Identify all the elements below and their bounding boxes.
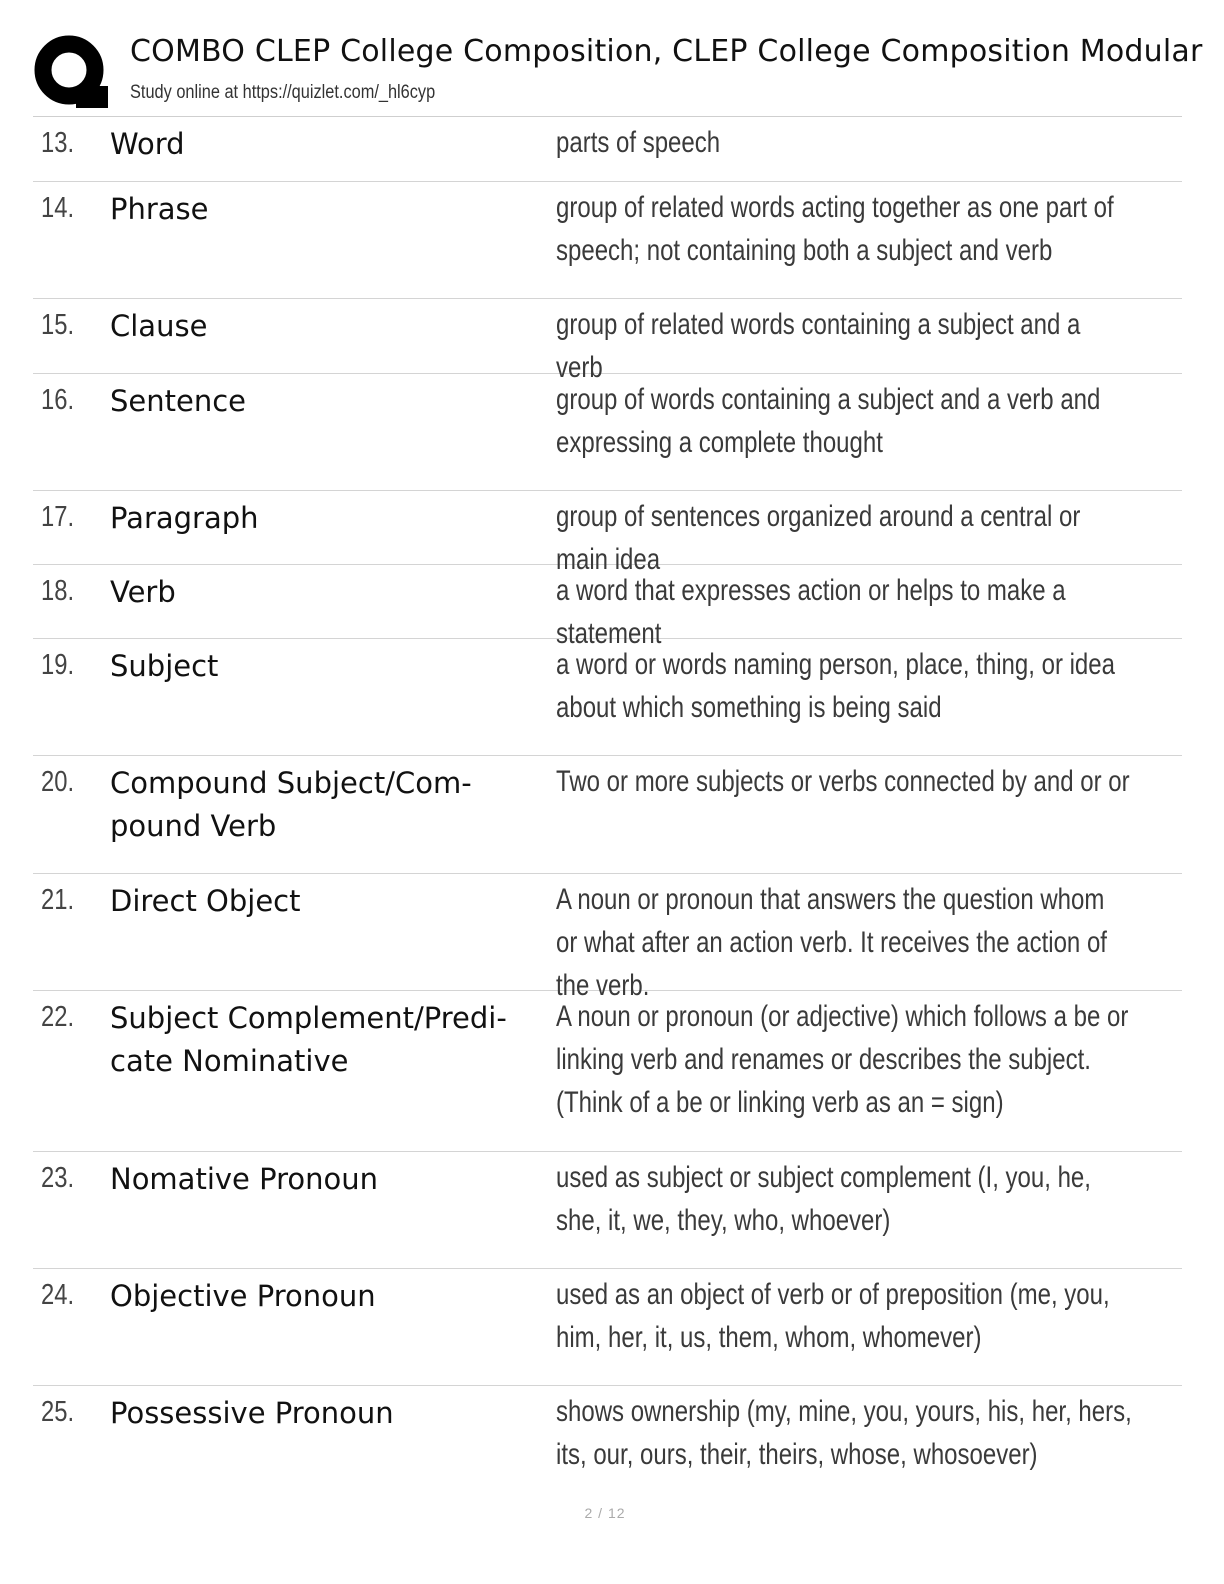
term: Clause [110, 309, 208, 343]
term: Subject Complement/Predi-cate Nominative [110, 1001, 507, 1078]
definition: A noun or pronoun that answers the question whom or what after an action verb. It receives the action of the verb. [556, 883, 1107, 1002]
definition: parts of speech [556, 126, 721, 159]
term: Compound Subject/Com-pound Verb [110, 766, 472, 843]
table-row [33, 565, 1182, 650]
study-link[interactable]: Study online at https://quizlet.com/_hl6cyp [130, 82, 436, 103]
term: Verb [110, 575, 176, 609]
row-number: 16. [41, 384, 75, 416]
table-row [33, 117, 1182, 182]
table-row [33, 1269, 1182, 1386]
definition: shows ownership (my, mine, you, yours, his, her, hers, its, our, ours, their, theirs, whose, whosoever) [556, 1395, 1132, 1471]
definition: a word that expresses action or helps to make a statement [556, 574, 1066, 650]
row-number: 23. [41, 1162, 75, 1194]
row-number: 14. [41, 192, 75, 224]
definition: A noun or pronoun (or adjective) which follows a be or linking verb and renames or describes the subject. (Think of a be or linking verb as an = sign) [556, 1000, 1129, 1119]
row-number: 22. [41, 1001, 75, 1033]
flashcard-table [33, 116, 1182, 1486]
quizlet-logo-icon [34, 34, 108, 110]
term: Sentence [110, 384, 247, 418]
page-number: 2 / 12 [584, 1505, 626, 1521]
term: Nomative Pronoun [110, 1162, 378, 1196]
definition: used as an object of verb or of preposition (me, you, him, her, it, us, them, whom, whomever) [556, 1278, 1110, 1354]
table-row [33, 1152, 1182, 1269]
definition: Two or more subjects or verbs connected by and or or [556, 765, 1130, 798]
document-title: COMBO CLEP College Composition, CLEP College Composition Modular [130, 34, 1203, 69]
table-row [33, 639, 1182, 756]
table-row [33, 874, 1182, 1002]
table-row [33, 182, 1182, 299]
row-number: 24. [41, 1279, 75, 1311]
row-number: 21. [41, 884, 75, 916]
term: Phrase [110, 192, 209, 226]
term: Subject [110, 649, 219, 683]
row-number: 17. [41, 501, 75, 533]
term: Objective Pronoun [110, 1279, 376, 1313]
row-number: 13. [41, 127, 75, 159]
table-row [33, 374, 1182, 491]
row-number: 18. [41, 575, 75, 607]
row-number: 19. [41, 649, 75, 681]
definition: group of sentences organized around a central or main idea [556, 500, 1081, 576]
definition: a word or words naming person, place, thing, or idea about which something is being said [556, 648, 1115, 724]
table-row [33, 756, 1182, 874]
term: Paragraph [110, 501, 259, 535]
table-row [33, 299, 1182, 384]
definition: used as subject or subject complement (I, you, he, she, it, we, they, who, whoever) [556, 1161, 1091, 1237]
row-number: 15. [41, 309, 75, 341]
page-header [34, 30, 1203, 116]
table-row [33, 491, 1182, 576]
definition: group of words containing a subject and a verb and expressing a complete thought [556, 383, 1101, 459]
row-number: 25. [41, 1396, 75, 1428]
definition: group of related words containing a subject and a verb [556, 308, 1081, 384]
definition: group of related words acting together as one part of speech; not containing both a subject and verb [556, 191, 1114, 267]
term: Word [110, 127, 185, 161]
table-row [33, 991, 1182, 1152]
term: Direct Object [110, 884, 301, 918]
row-number: 20. [41, 766, 75, 798]
term: Possessive Pronoun [110, 1396, 394, 1430]
table-row [33, 1386, 1182, 1486]
